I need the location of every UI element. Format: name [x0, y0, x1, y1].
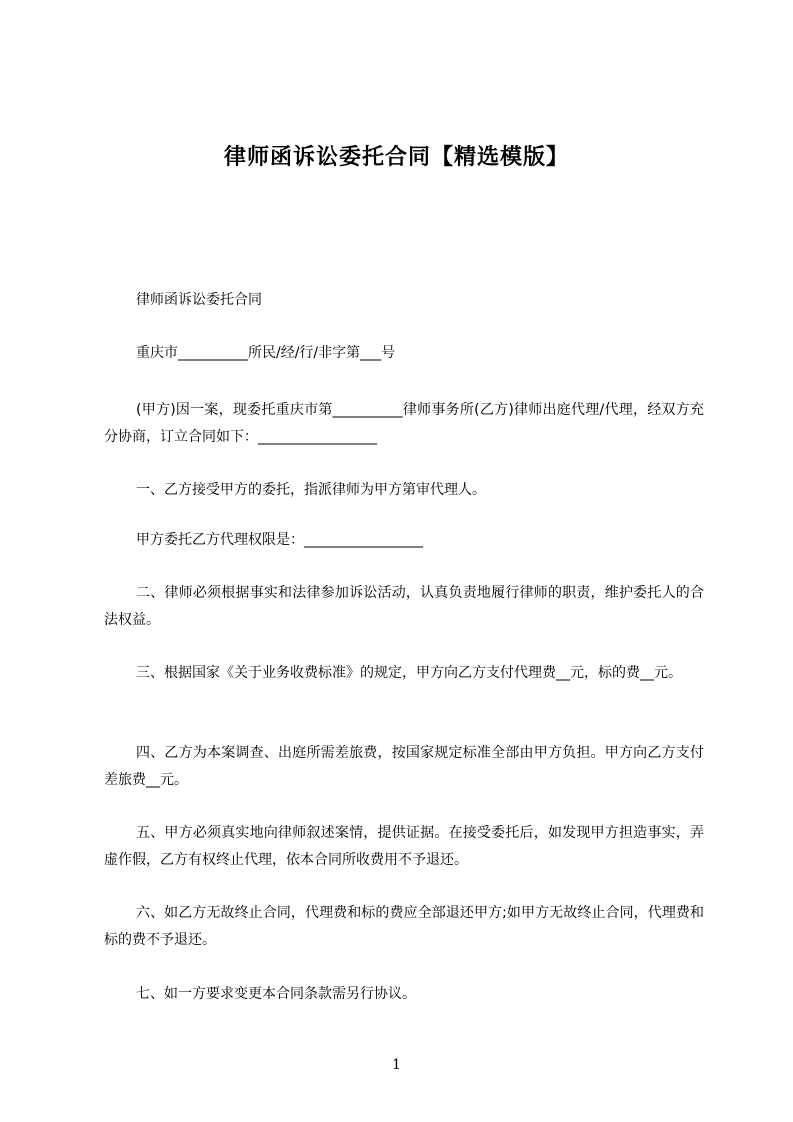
clause-2: 二、律师必须根据事实和法律参加诉讼活动，认真负责地履行律师的职责，维护委托人的合法权益。	[104, 585, 704, 628]
page-number: 1	[392, 1057, 401, 1073]
document-title: 律师函诉讼委托合同【精选模版】	[223, 145, 569, 170]
clause-5: 五、甲方必须真实地向律师叙述案情，提供证据。在接受委托后，如发现甲方担造事实，弄虚作假，乙方有权终止代理，依本合同所收费用不予退还。	[104, 825, 704, 868]
contract-heading: 律师函诉讼委托合同	[136, 292, 262, 308]
case-number-line: 重庆市__________所民/经/行/非字第___号	[136, 345, 396, 361]
clause-7: 七、如一方要求变更本合同条款需另行协议。	[136, 986, 416, 1002]
clause-3: 三、根据国家《关于业务收费标准》的规定，甲方向乙方支付代理费__元，标的费__元。	[136, 665, 682, 681]
clause-6: 六、如乙方无故终止合同，代理费和标的费应全部退还甲方;如甲方无故终止合同，代理费和标的费不予退还。	[104, 905, 704, 948]
clause-4: 四、乙方为本案调查、出庭所需差旅费，按国家规定标准全部由甲方负担。甲方向乙方支付差旅费__元。	[104, 745, 704, 788]
intro-paragraph: (甲方)因一案，现委托重庆市第__________律师事务所(乙方)律师出庭代理/代理，经双方充分协商，订立合同如下：_________________	[104, 402, 704, 445]
clause-1: 一、乙方接受甲方的委托，指派律师为甲方第审代理人。	[136, 482, 486, 498]
authority-line: 甲方委托乙方代理权限是：_________________	[136, 532, 423, 548]
